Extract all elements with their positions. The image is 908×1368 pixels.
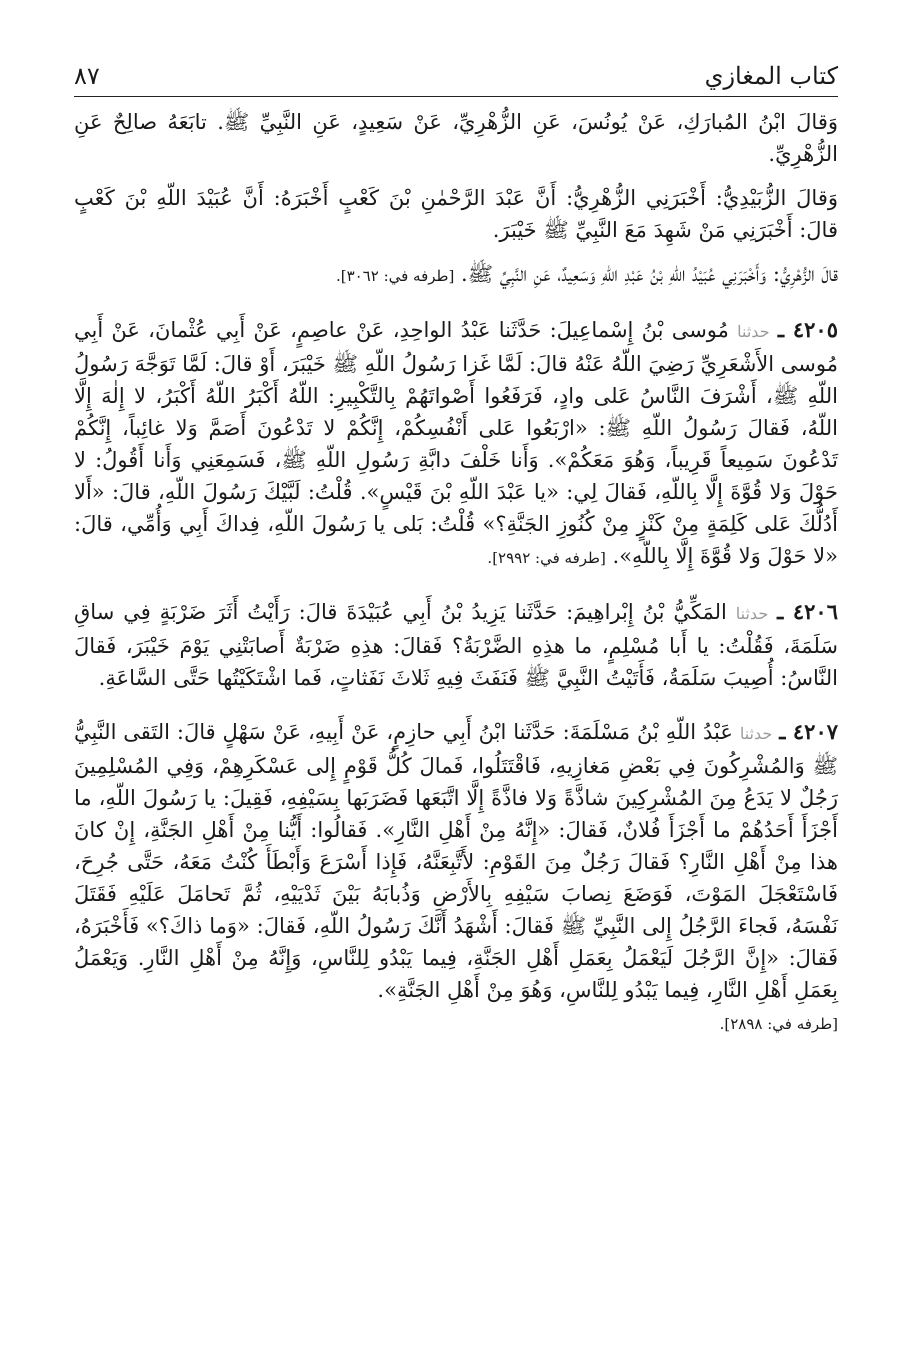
hadith-text: مُوسى بْنُ إِسْماعِيلَ: حَدَّثَنا عَبْدُ الواحِدِ، عَنْ عاصِمٍ، عَنْ أَبِي عُثْمانَ، عَنْ أَبِي مُوسى الأَشْعَرِيِّ رَضِيَ اللّهُ عَنْهُ قالَ: لَمَّا غَزا رَسُولُ اللّهِ ﷺ خَيْبَرَ، أَوْ قالَ: لَمَّا تَوَجَّهَ رَسُولُ اللّهِ ﷺ، أَشْرَفَ النَّاسُ عَلى وادٍ، فَرَفَعُوا أَصْواتَهُمْ بِالتَّكْبِيرِ: اللّهُ أَكْبَرُ اللّهُ أَكْبَرُ، لا إِلٰهَ إِلَّا اللّهُ، فَقالَ رَسُولُ اللّهِ ﷺ: «ارْبَعُوا عَلى أَنْفُسِكُمْ، إِنَّكُمْ لا تَدْعُونَ أَصَمَّ وَلا غائِباً، إِنَّكُمْ تَدْعُونَ سَمِيعاً قَرِيباً، وَهُوَ مَعَكُمْ». وَأَنا خَلْفَ دابَّةِ رَسُولِ اللّهِ ﷺ، فَسَمِعَنِي وَأَنا أَقُولُ: لا حَوْلَ وَلا قُوَّةَ إِلَّا بِاللّهِ، فَقالَ لِي: «يا عَبْدَ اللّهِ بْنَ قَيْسٍ». قُلْتُ: لَبَّيْكَ رَسُولَ اللّهِ، قالَ: «أَلا أَدُلُّكَ عَلى كَلِمَةٍ مِنْ كَنْزٍ مِنْ كُنُوزِ الجَنَّةِ؟» قُلْتُ: بَلى يا رَسُولَ اللّهِ، فِداكَ أَبِي وَأُمِّي، قالَ: «لا حَوْلَ وَلا قُوَّةَ إِلَّا بِاللّهِ».	[74, 318, 838, 568]
hadith-text: عَبْدُ اللّهِ بْنُ مَسْلَمَةَ: حَدَّثَنا ابْنُ أَبِي حازِمٍ، عَنْ أَبِيهِ، عَنْ سَهْلٍ قالَ: التَقى النَّبِيُّ ﷺ وَالمُشْرِكُونَ فِي بَعْضِ مَغازِيهِ، فَاقْتَتَلُوا، فَمالَ كُلُّ قَوْمٍ إِلى عَسْكَرِهِمْ، وَفِي المُسْلِمِينَ رَجُلٌ لا يَدَعُ مِنَ المُشْرِكِينَ شاذَّةً وَلا فاذَّةً إِلَّا اتَّبَعَها فَضَرَبَها بِسَيْفِهِ، فَقِيلَ: يا رَسُولَ اللّهِ، ما أَجْزَأَ أَحَدُهُمْ ما أَجْزَأَ فُلانٌ، فَقالَ: «إِنَّهُ مِنْ أَهْلِ النَّارِ». فَقالُوا: أَيُّنا مِنْ أَهْلِ الجَنَّةِ، إِنْ كانَ هذا مِنْ أَهْلِ النَّارِ؟ فَقالَ رَجُلٌ مِنَ القَوْمِ: لأَتَّبِعَنَّهُ، فَإِذا أَسْرَعَ وَأَبْطَأَ كُنْتُ مَعَهُ، حَتَّى جُرِحَ، فَاسْتَعْجَلَ المَوْتَ، فَوَضَعَ نِصابَ سَيْفِهِ بِالأَرْضِ وَذُبابَهُ بَيْنَ ثَدْيَيْهِ، ثُمَّ تَحامَلَ عَلَيْهِ فَقَتَلَ نَفْسَهُ، فَجاءَ الرَّجُلُ إِلى النَّبِيِّ ﷺ فَقالَ: أَشْهَدُ أَنَّكَ رَسُولُ اللّهِ، فَقالَ: «وَما ذاكَ؟» فَأَخْبَرَهُ، فَقالَ: «إِنَّ الرَّجُلَ لَيَعْمَلُ بِعَمَلِ أَهْلِ الجَنَّةِ، فِيما يَبْدُو لِلنَّاسِ، وَإِنَّهُ مِنْ أَهْلِ النَّارِ. وَيَعْمَلُ بِعَمَلِ أَهْلِ النَّارِ، فِيما يَبْدُو لِلنَّاسِ، وَهُوَ مِنْ أَهْلِ الجَنَّةِ».	[74, 720, 838, 1002]
hadith-number: ٤٢٠٦ ـ	[777, 599, 838, 624]
hadith-4206	[74, 596, 838, 694]
cross-reference: [طرفه في: ٢٩٩٢].	[487, 549, 606, 567]
cross-reference: [طرفه في: ٣٠٦٢].	[335, 267, 455, 285]
page-body	[74, 106, 838, 1040]
intro-paragraph: وَقالَ ابْنُ المُبارَكِ، عَنْ يُونُسَ، عَنِ الزُّهْرِيِّ، عَنْ سَعِيدٍ، عَنِ النَّبِيِّ ﷺ. تابَعَهُ صالِحٌ عَنِ الزُّهْرِيِّ.	[74, 110, 838, 166]
book-title: كتاب المغازي	[704, 62, 838, 90]
page-header	[74, 50, 838, 97]
haddathana-mark: حدثنا	[737, 322, 770, 341]
cross-reference: [طرفه في: ٢٨٩٨].	[719, 1015, 838, 1033]
intro-paragraph: وَقالَ الزُّبَيْدِيُّ: أَخْبَرَنِي الزُّهْرِيُّ: أَنَّ عَبْدَ الرَّحْمٰنِ بْنَ كَعْبٍ أَخْبَرَهُ: أَنَّ عُبَيْدَ اللّهِ بْنَ كَعْبٍ قالَ: أَخْبَرَنِي مَنْ شَهِدَ مَعَ النَّبِيِّ ﷺ خَيْبَرَ.	[74, 186, 838, 242]
hadith-4207	[74, 716, 838, 1040]
page-number: ٨٧	[74, 62, 100, 90]
hadith-number: ٤٢٠٧ ـ	[779, 719, 839, 744]
haddathana-mark: حدثنا	[735, 604, 769, 623]
haddathana-mark: حدثنا	[739, 724, 773, 743]
hadith-4205	[74, 314, 838, 574]
hadith-text: المَكِّيُّ بْنُ إِبْراهِيمَ: حَدَّثَنا يَزِيدُ بْنُ أَبِي عُبَيْدَةَ قالَ: رَأَيْتُ أَثَرَ ضَرْبَةٍ فِي ساقِ سَلَمَةَ، فَقُلْتُ: يا أَبا مُسْلِمٍ، ما هذِهِ الضَّرْبَةُ؟ فَقالَ: هذِهِ ضَرْبَةٌ أَصابَتْنِي يَوْمَ خَيْبَرَ، فَقالَ النَّاسُ: أُصِيبَ سَلَمَةُ، فَأَتَيْتُ النَّبِيَّ ﷺ فَنَفَثَ فِيهِ ثَلاثَ نَفَثاتٍ، فَما اشْتَكَيْتُها حَتَّى السَّاعَةِ.	[74, 600, 838, 690]
hadith-number: ٤٢٠٥ ـ	[777, 317, 838, 342]
intro-paragraph: قالَ الزُّهْرِيُّ: وَأَخْبَرَنِي عُبَيْدُ اللّهِ بْنُ عَبْدِ اللّهِ وَسَعِيدٌ، عَنِ النَّبِيِّ ﷺ. [طرفه في: ٣٠٦٢].	[335, 262, 838, 286]
